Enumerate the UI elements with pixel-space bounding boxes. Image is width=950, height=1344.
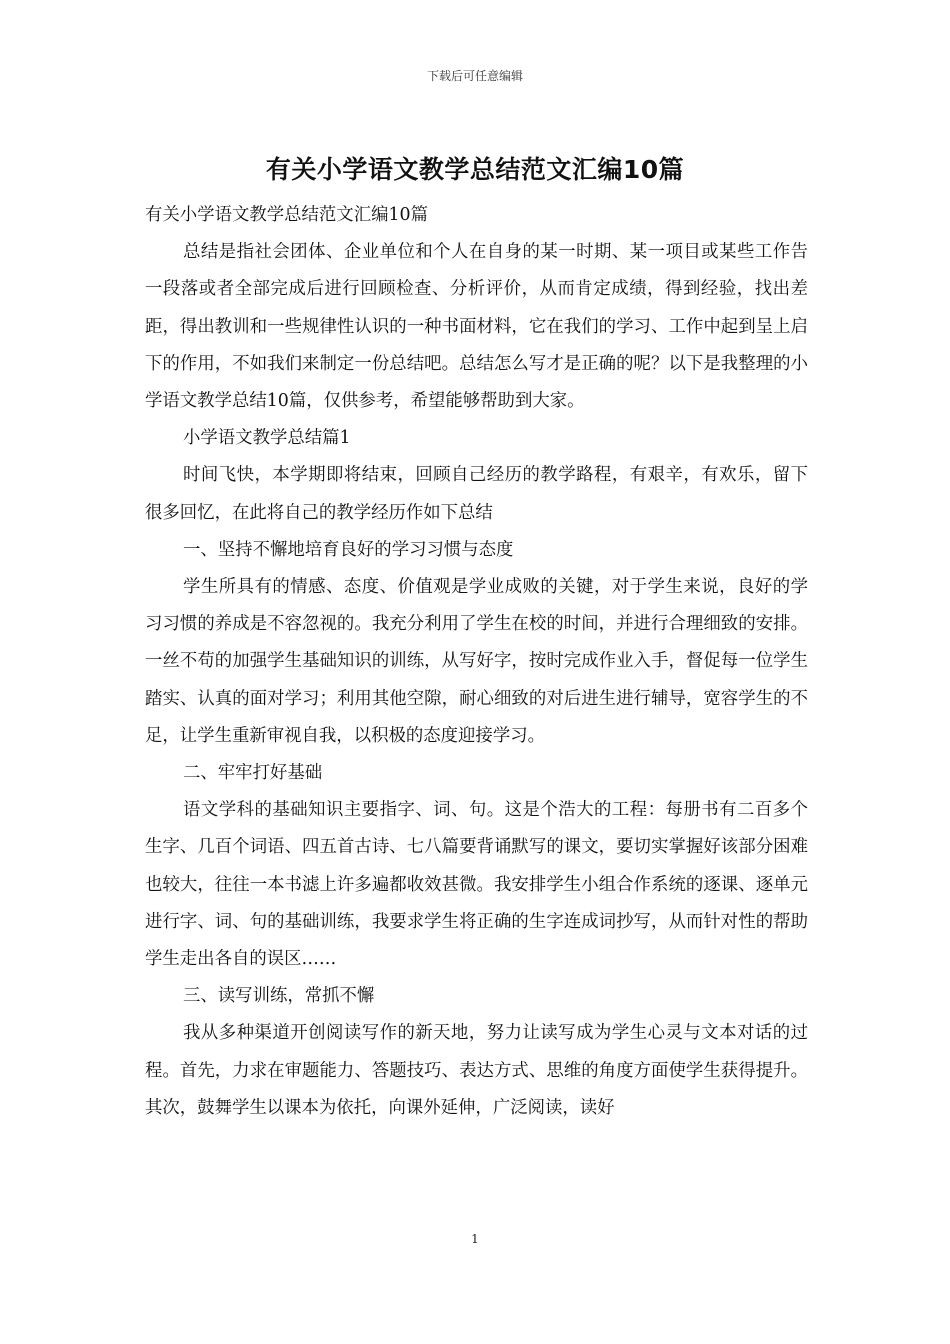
body-paragraph: 语文学科的基础知识主要指字、词、句。这是个浩大的工程：每册书有二百多个生字、几百个词语、四五首古诗、七八篇要背诵默写的课文，要切实掌握好该部分困难也较大，往往一本书滤上许多遍都收效甚微。我安排学生小组合作系统的逐课、逐单元进行字、词、句的基础训练，我要求学生将正确的生字连成词抄写，从而针对性的帮助学生走出各自的误区…… <box>145 800 808 970</box>
section-heading: 二、牢牢打好基础 <box>183 763 323 784</box>
body-paragraph: 我从多种渠道开创阅读写作的新天地，努力让读写成为学生心灵与文本对话的过程。首先，力求在审题能力、答题技巧、表达方式、思维的角度方面使学生获得提升。其次，鼓舞学生以课本为依托，向课外延伸，广泛阅读，读好 <box>145 1023 808 1118</box>
body-paragraph: 学生所具有的情感、态度、价值观是学业成败的关键，对于学生来说，良好的学习习惯的养成是不容忽视的。我充分利用了学生在校的时间，并进行合理细致的安排。一丝不苟的加强学生基础知识的训练，从写好字，按时完成作业入手，督促每一位学生踏实、认真的面对学习；利用其他空隙，耐心细致的对后进生进行辅导，宽容学生的不足，让学生重新审视自我，以积极的态度迎接学习。 <box>145 577 808 746</box>
page-header-note: 下载后可任意编辑 <box>426 69 523 83</box>
body-paragraph: 总结是指社会团体、企业单位和个人在自身的某一时期、某一项目或某些工作告一段落或者全部完成后进行回顾检查、分析评价，从而肯定成绩，得到经验，找出差距，得出教训和一些规律性认识的一种书面材料，它在我们的学习、工作中起到呈上启下的作用，不如我们来制定一份总结吧。总结怎么写才是正确的呢？以下是我整理的小学语文教学总结10篇，仅供参考，希望能够帮助到大家。 <box>145 242 808 412</box>
section-heading: 一、坚持不懈地培育良好的学习习惯与态度 <box>183 539 514 560</box>
body-paragraph: 时间飞快，本学期即将结束，回顾自己经历的教学路程，有艰辛，有欢乐，留下很多回忆，在此将自己的教学经历作如下总结 <box>145 465 808 523</box>
section-heading: 小学语文教学总结篇1 <box>183 428 351 449</box>
body-paragraph: 有关小学语文教学总结范文汇编10篇 <box>145 205 428 225</box>
page-number: 1 <box>471 1232 479 1246</box>
document-body <box>145 197 808 1127</box>
section-heading: 三、读写训练，常抓不懈 <box>183 986 375 1007</box>
document-title: 有关小学语文教学总结范文汇编10篇 <box>265 155 685 184</box>
